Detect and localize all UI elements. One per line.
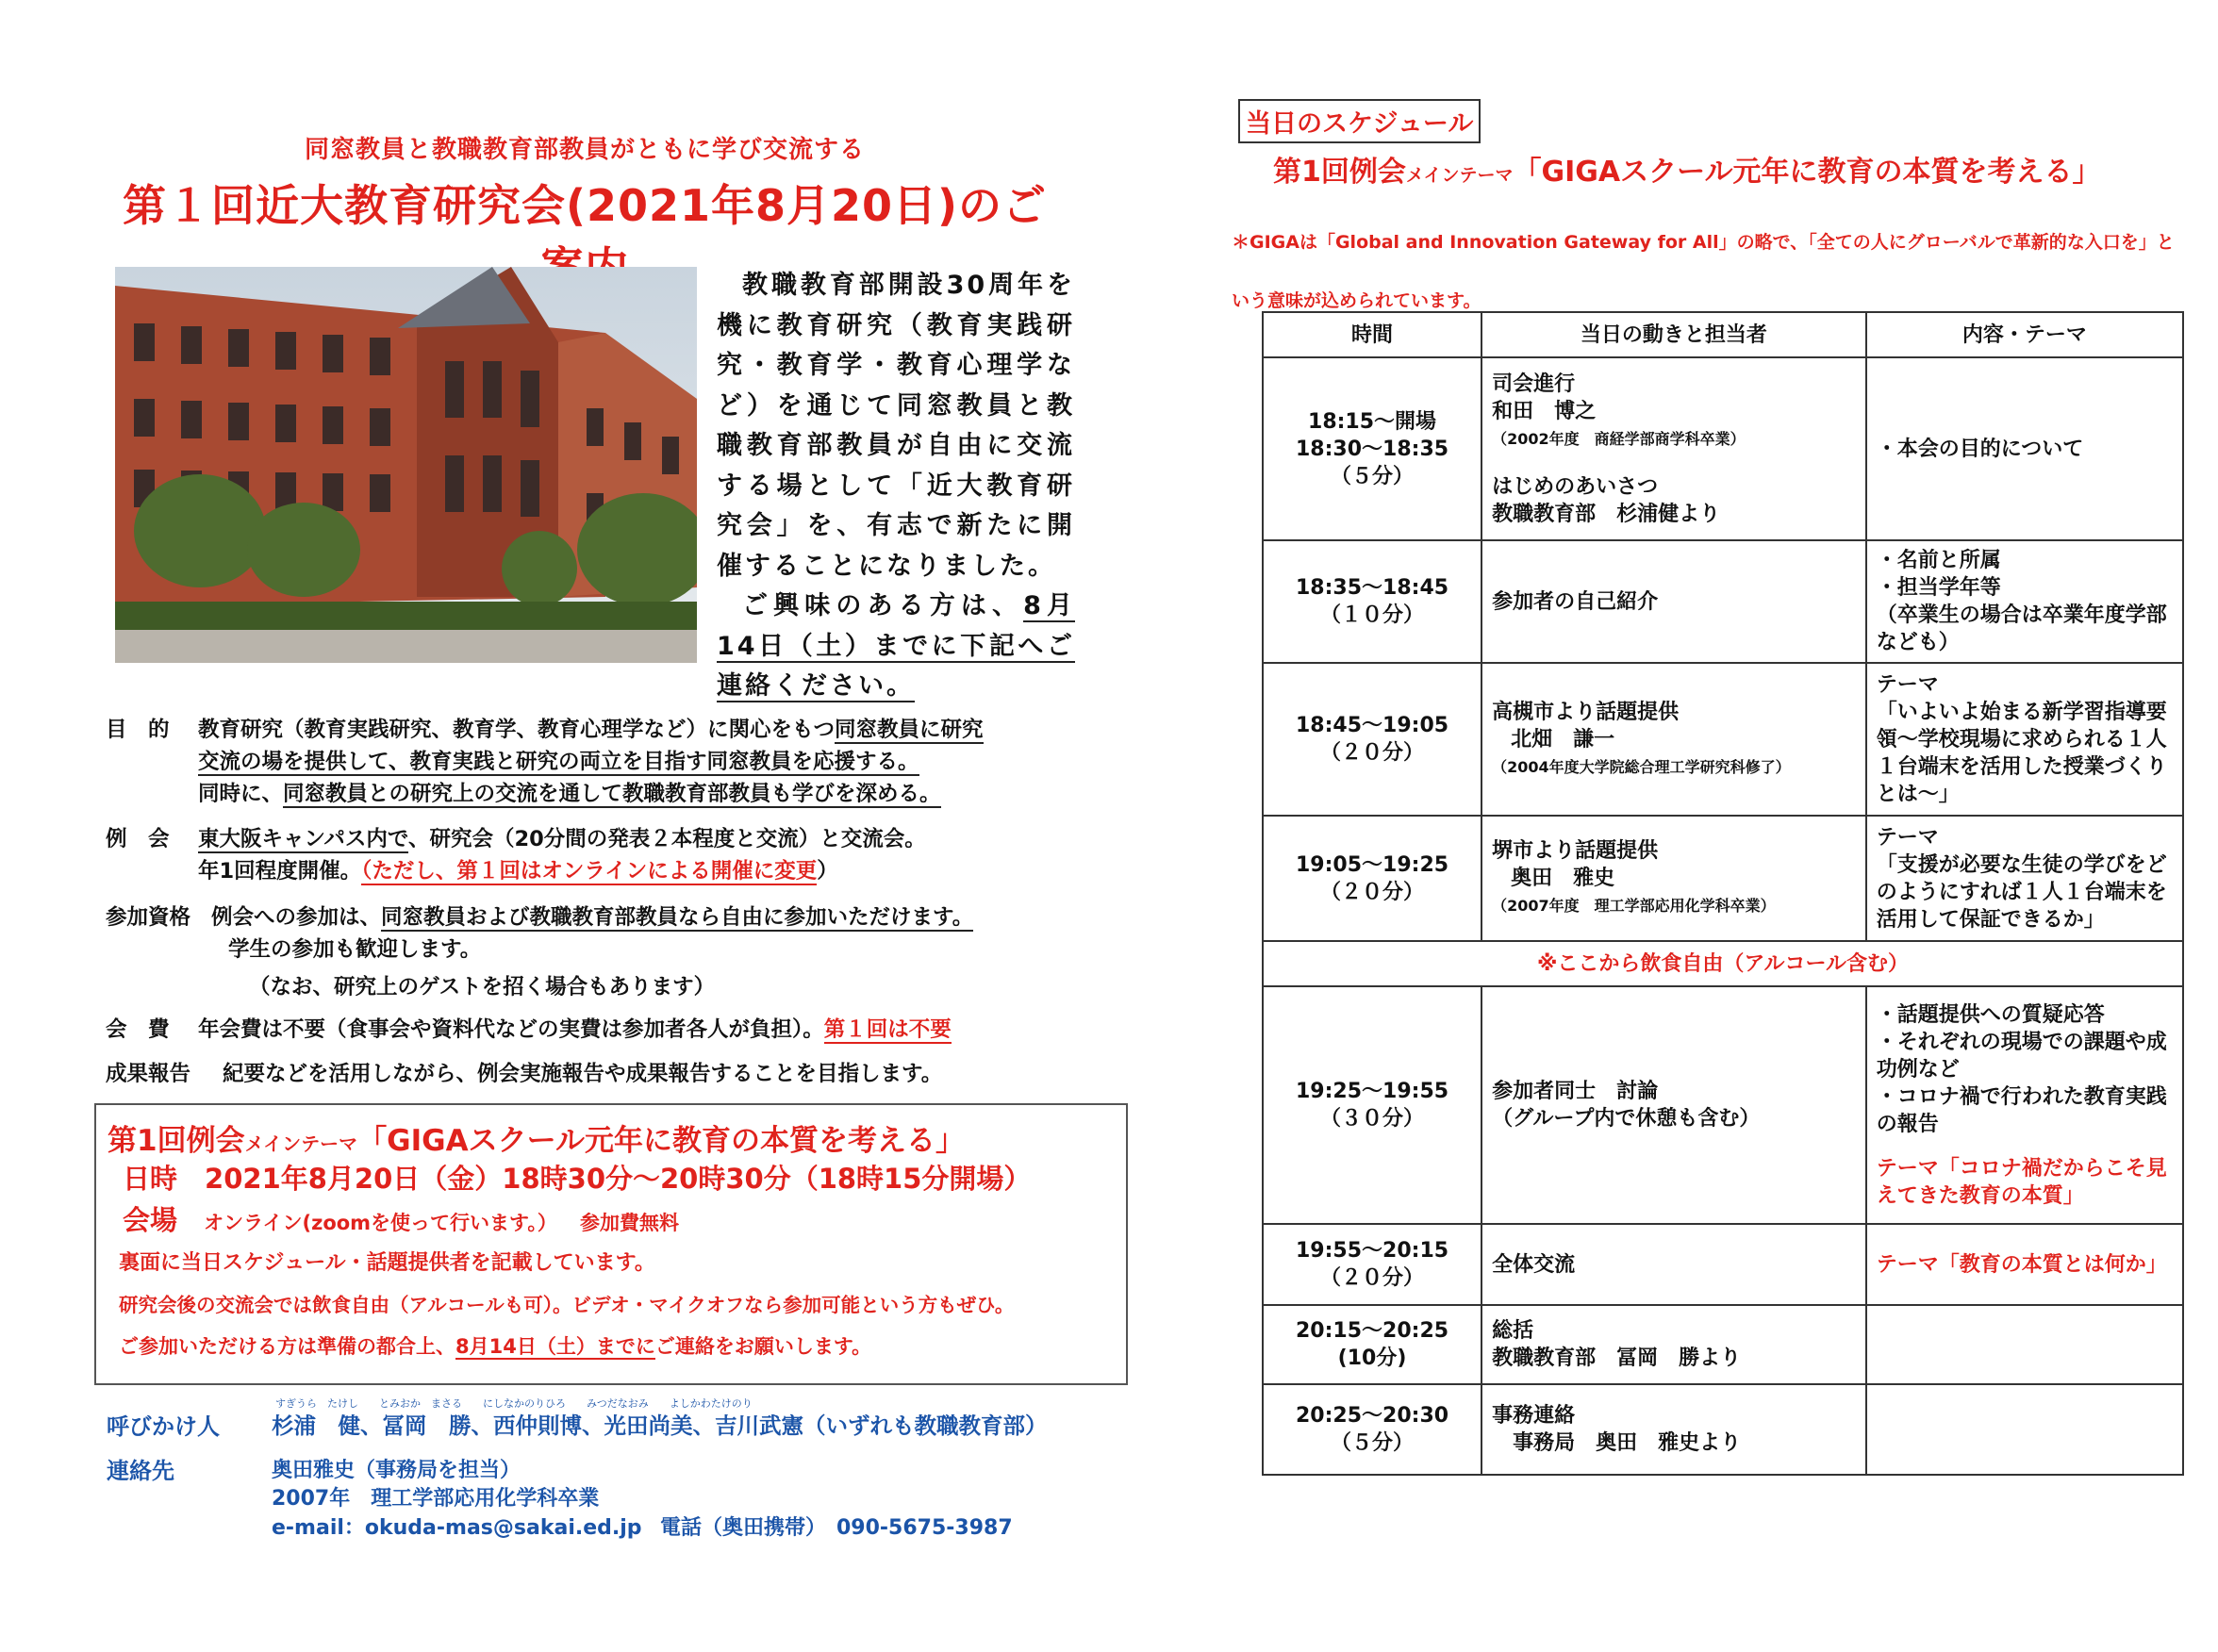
meeting-line2a: 年1回程度開催。 (198, 859, 362, 884)
eligibility-line3: （なお、研究上のゲストを招く場合もあります） (249, 975, 716, 999)
table-row (1263, 357, 2183, 540)
eligibility-line1b: 同窓教員および教職教育部教員なら自由に参加いただけます。 (381, 905, 974, 930)
row7-act-1: 総括 (1492, 1319, 1534, 1343)
organizers-names: 杉浦 健、冨岡 勝、西仲則博、光田尚美、吉川武憲（いずれも教職教育部） (272, 1412, 1048, 1439)
box-theme-prefix: 第1回例会 (108, 1124, 245, 1158)
row5-activity (1481, 986, 1866, 1224)
row5-content-1: ・話題提供への質疑応答 (1876, 1002, 2105, 1027)
box-note-2: 研究会後の交流会では飲食自由（アルコールも可）。ビデオ・マイクオフなら参加可能という方もぜひ。 (119, 1294, 1015, 1316)
box-theme-small: メインテーマ (244, 1132, 358, 1155)
intro-p2-end: 下記へご連絡ください。 (717, 631, 1076, 701)
meeting-line1a: 東大阪キャンパス内で (198, 827, 408, 851)
row1-content (1866, 357, 2183, 540)
row5-content (1866, 986, 2183, 1224)
schedule-theme-text: 「GIGAスクール元年に教育の本質を考える」 (1513, 156, 2101, 189)
table-row (1263, 941, 2183, 986)
row7-time-2: (10分) (1337, 1346, 1407, 1370)
box-venue-label: 会場 (123, 1204, 178, 1236)
purpose-line1b: 同窓教員に研究 (835, 718, 984, 742)
row1-time-1: 18:15～開場 (1308, 409, 1437, 434)
row6-content (1866, 1224, 2183, 1305)
row5-time-1: 19:25～19:55 (1296, 1080, 1449, 1103)
box-theme-text: 「GIGAスクール元年に教育の本質を考える」 (357, 1124, 965, 1158)
row3-activity (1481, 663, 1866, 816)
box-date-label: 日時 (123, 1163, 178, 1195)
row4-activity (1481, 816, 1866, 941)
organizers-label: 呼びかけ人 (107, 1413, 220, 1440)
purpose-line2: 交流の場を提供して、教育実践と研究の両立を目指す同窓教員を応援する。 (198, 750, 919, 774)
table-row (1263, 986, 2183, 1224)
purpose-label: 目 的 (106, 718, 170, 742)
box-date (123, 1158, 1031, 1197)
row1-act-5: 教職教育部 杉浦健より (1492, 502, 1721, 526)
contact-name: 奥田雅史（事務局を担当） (272, 1459, 521, 1482)
meeting-line2c: ） (817, 859, 838, 884)
purpose-line1a: 教育研究（教育実践研究、教育学、教育心理学など）に関心をもつ (198, 718, 836, 742)
eligibility-text (211, 901, 1201, 1003)
row2-time (1263, 540, 1481, 663)
campus-building-illustration (115, 267, 697, 663)
row6-time-2: （２０分） (1320, 1266, 1425, 1290)
report-text: 紀要などを活用しながら、例会実施報告や成果報告することを目指します。 (223, 1062, 943, 1086)
row7-act-2: 教職教育部 冨岡 勝より (1492, 1346, 1742, 1370)
row2-content-2: ・担当学年等 (1876, 576, 2001, 600)
row3-act-1: 高槻市より話題提供 (1492, 700, 1680, 724)
announcement-box (94, 1103, 1128, 1385)
row8-act-2: 事務局 奥田 雅史より (1513, 1431, 1742, 1455)
row6-act-1: 全体交流 (1492, 1252, 1576, 1277)
schedule-table (1262, 311, 2184, 1476)
row4-act-3: （2007年度 理工学部応用化学科卒業） (1492, 897, 1776, 915)
box-note-3a: ご参加いただける方は準備の都合上、 (119, 1335, 455, 1358)
box-theme (108, 1116, 965, 1159)
schedule-theme-small: メインテーマ (1405, 165, 1514, 186)
row5-time-2: （３０分） (1320, 1107, 1425, 1131)
row4-content (1866, 816, 2183, 941)
row4-content-1: テーマ (1876, 825, 1939, 850)
row5-content-3: ・コロナ禍で行われた教育実践の報告 (1876, 1084, 2167, 1136)
purpose-line3b: 同窓教員との研究上の交流を通して教職教育部教員も学びを深める。 (283, 782, 941, 806)
row2-content-3: （卒業生の場合は卒業年度学部なども） (1876, 603, 2167, 654)
table-row (1263, 663, 2183, 816)
intro-paragraph-2 (717, 586, 1075, 707)
row8-activity (1481, 1384, 1866, 1475)
intro-text (717, 266, 1075, 707)
meeting-label: 例 会 (106, 827, 170, 851)
row5-content-4: テーマ「コロナ禍だからこそ見えてきた教育の本質」 (1876, 1156, 2167, 1208)
row4-act-1: 堺市より話題提供 (1492, 839, 1659, 863)
table-row (1263, 1384, 2183, 1475)
row1-act-2: 和田 博之 (1492, 399, 1597, 423)
row4-content-2: 「支援が必要な生徒の学びをどのようにすれば１人１台端末を活用して保証できるか」 (1876, 852, 2167, 932)
row1-activity (1481, 357, 1866, 540)
report-label: 成果報告 (106, 1062, 191, 1086)
contact-dept: 2007年 理工学部応用化学科卒業 (272, 1487, 600, 1511)
box-venue-fee: 参加費無料 (579, 1212, 679, 1234)
giga-note: ＊GIGAは「Global and Innovation Gateway for All」の略で、「全ての人にグローバルで革新的な入口を」という意味が込められています。 (1232, 232, 2175, 311)
row3-time (1263, 663, 1481, 816)
table-row (1263, 1305, 2183, 1384)
box-note-1: 裏面に当日スケジュール・話題提供者を記載しています。 (119, 1251, 655, 1275)
box-note-3b: 8月14日（土）までに (455, 1335, 655, 1358)
box-date-text: 2021年8月20日（金）18時30分～20時30分（18時15分開場） (205, 1163, 1032, 1195)
box-venue-text: オンライン(zoomを使って行います。） (204, 1212, 557, 1234)
campus-building-photo (115, 267, 697, 663)
box-note-3 (119, 1331, 871, 1360)
contact-email[interactable]: e-mail：okuda-mas@sakai.ed.jp (272, 1516, 642, 1540)
row7-activity (1481, 1305, 1866, 1384)
row2-time-2: （１０分） (1320, 603, 1425, 627)
purpose-text (198, 714, 1188, 810)
row8-time-1: 20:25～20:30 (1296, 1404, 1449, 1428)
row7-time (1263, 1305, 1481, 1384)
row7-content (1866, 1305, 2183, 1384)
schedule-theme-prefix: 第1回例会 (1273, 156, 1406, 189)
row4-time-1: 19:05～19:25 (1296, 852, 1449, 877)
row8-time (1263, 1384, 1481, 1475)
row3-act-3: （2004年度大学院総合理工学研究科修了） (1492, 757, 1791, 776)
organizers-ruby: すぎうら たけし とみおか まさる にしなかのりひろ みつだなおみ よしかわたけのり (275, 1397, 753, 1410)
row1-act-1: 司会進行 (1492, 372, 1576, 396)
flyer-title: 第１回近大教育研究会(2021年8月20日)のご (122, 180, 1048, 231)
eligibility-line1a: 例会への参加は、 (211, 905, 382, 930)
row3-time-1: 18:45～19:05 (1296, 714, 1449, 737)
table-row (1263, 816, 2183, 941)
row3-act-2: 北畑 謙一 (1511, 727, 1615, 752)
row6-activity (1481, 1224, 1866, 1305)
row5-content-2: ・それぞれの現場での課題や成功例など (1876, 1030, 2167, 1082)
table-header-row (1263, 312, 2183, 357)
row1-act-3: （2002年度 商経学部商学科卒業） (1492, 429, 1746, 448)
contact-phone: 電話（奥田携帯） 090-5675-3987 (660, 1516, 1013, 1540)
row8-act-1: 事務連絡 (1492, 1404, 1576, 1428)
schedule-theme (1273, 148, 2101, 190)
drinks-note-row: ※ここから飲食自由（アルコール含む） (1263, 941, 2183, 986)
table-row (1263, 540, 2183, 663)
row8-time-2: （５分） (1331, 1431, 1415, 1455)
row2-act-1: 参加者の自己紹介 (1492, 589, 1659, 614)
row1-time-2: 18:30～18:35 (1296, 437, 1449, 461)
box-venue (123, 1199, 679, 1238)
row3-time-2: （２０分） (1320, 741, 1425, 765)
row1-act-4: はじめのあいさつ (1492, 474, 1659, 499)
row3-content-2: 「いよいよ始まる新学習指導要領～学校現場に求められる１人１台端末を活用した授業づくりとは～」 (1876, 700, 2167, 806)
row7-time-1: 20:15～20:25 (1296, 1319, 1449, 1343)
meeting-line1b: 、研究会（20分間の発表２本程度と交流）と交流会。 (407, 827, 926, 851)
row2-content-1: ・名前と所属 (1876, 549, 2001, 572)
purpose-line3a: 同時に、 (198, 782, 284, 806)
flyer-subtitle: 同窓教員と教職教育部教員がともに学び交流する (304, 136, 865, 164)
row6-time-1: 19:55～20:15 (1296, 1239, 1449, 1263)
row2-activity (1481, 540, 1866, 663)
row5-time (1263, 986, 1481, 1224)
row1-time-3: （５分） (1331, 464, 1415, 488)
row4-time (1263, 816, 1481, 941)
contact-label: 連絡先 (107, 1458, 174, 1484)
intro-paragraph-1: 教職教育部開設30周年を機に教育研究（教育実践研究・教育学・教育心理学など）を通じて同窓教員と教職教育部教員が自由に交流する場として「近大教育研究会」を、有志で新たに開催することになりました。 (717, 271, 1075, 581)
intro-deadline: 8月14日（土）までに (717, 591, 1076, 661)
row4-time-2: （２０分） (1320, 880, 1425, 904)
row8-content (1866, 1384, 2183, 1475)
fee-main: 年会費は不要（食事会や資料代などの実費は参加者各人が負担）。 (198, 1017, 824, 1042)
row5-act-2: （グループ内で休憩も含む） (1492, 1107, 1761, 1131)
header-content: 内容・テーマ (1866, 312, 2183, 357)
schedule-section-label: 当日のスケジュール (1238, 99, 1481, 143)
box-note-3c: ご連絡をお願いします。 (654, 1335, 872, 1358)
row1-content-1: ・本会の目的について (1876, 437, 2084, 461)
row2-content (1866, 540, 2183, 663)
intro-p2-start: ご興味のある方は、 (742, 591, 1024, 620)
row6-content-1: テーマ「教育の本質とは何か」 (1876, 1252, 2167, 1277)
fee-note: 第１回は不要 (823, 1017, 952, 1042)
row5-act-1: 参加者同士 討論 (1492, 1080, 1659, 1103)
meeting-line2b: （ただし、第１回はオンラインによる開催に変更 (361, 859, 818, 884)
row2-time-1: 18:35～18:45 (1296, 576, 1449, 600)
row1-time (1263, 357, 1481, 540)
eligibility-line2: 学生の参加も歓迎します。 (228, 937, 482, 962)
table-row (1263, 1224, 2183, 1305)
eligibility-label: 参加資格 (106, 905, 191, 930)
row3-content-1: テーマ (1876, 672, 1939, 697)
row3-content (1866, 663, 2183, 816)
header-time: 時間 (1263, 312, 1481, 357)
fee-label: 会 費 (106, 1017, 170, 1042)
row4-act-2: 奥田 雅史 (1511, 867, 1615, 890)
row6-time (1263, 1224, 1481, 1305)
header-activity: 当日の動きと担当者 (1481, 312, 1866, 357)
meeting-text (198, 823, 1188, 887)
fee-text (198, 1014, 1188, 1046)
